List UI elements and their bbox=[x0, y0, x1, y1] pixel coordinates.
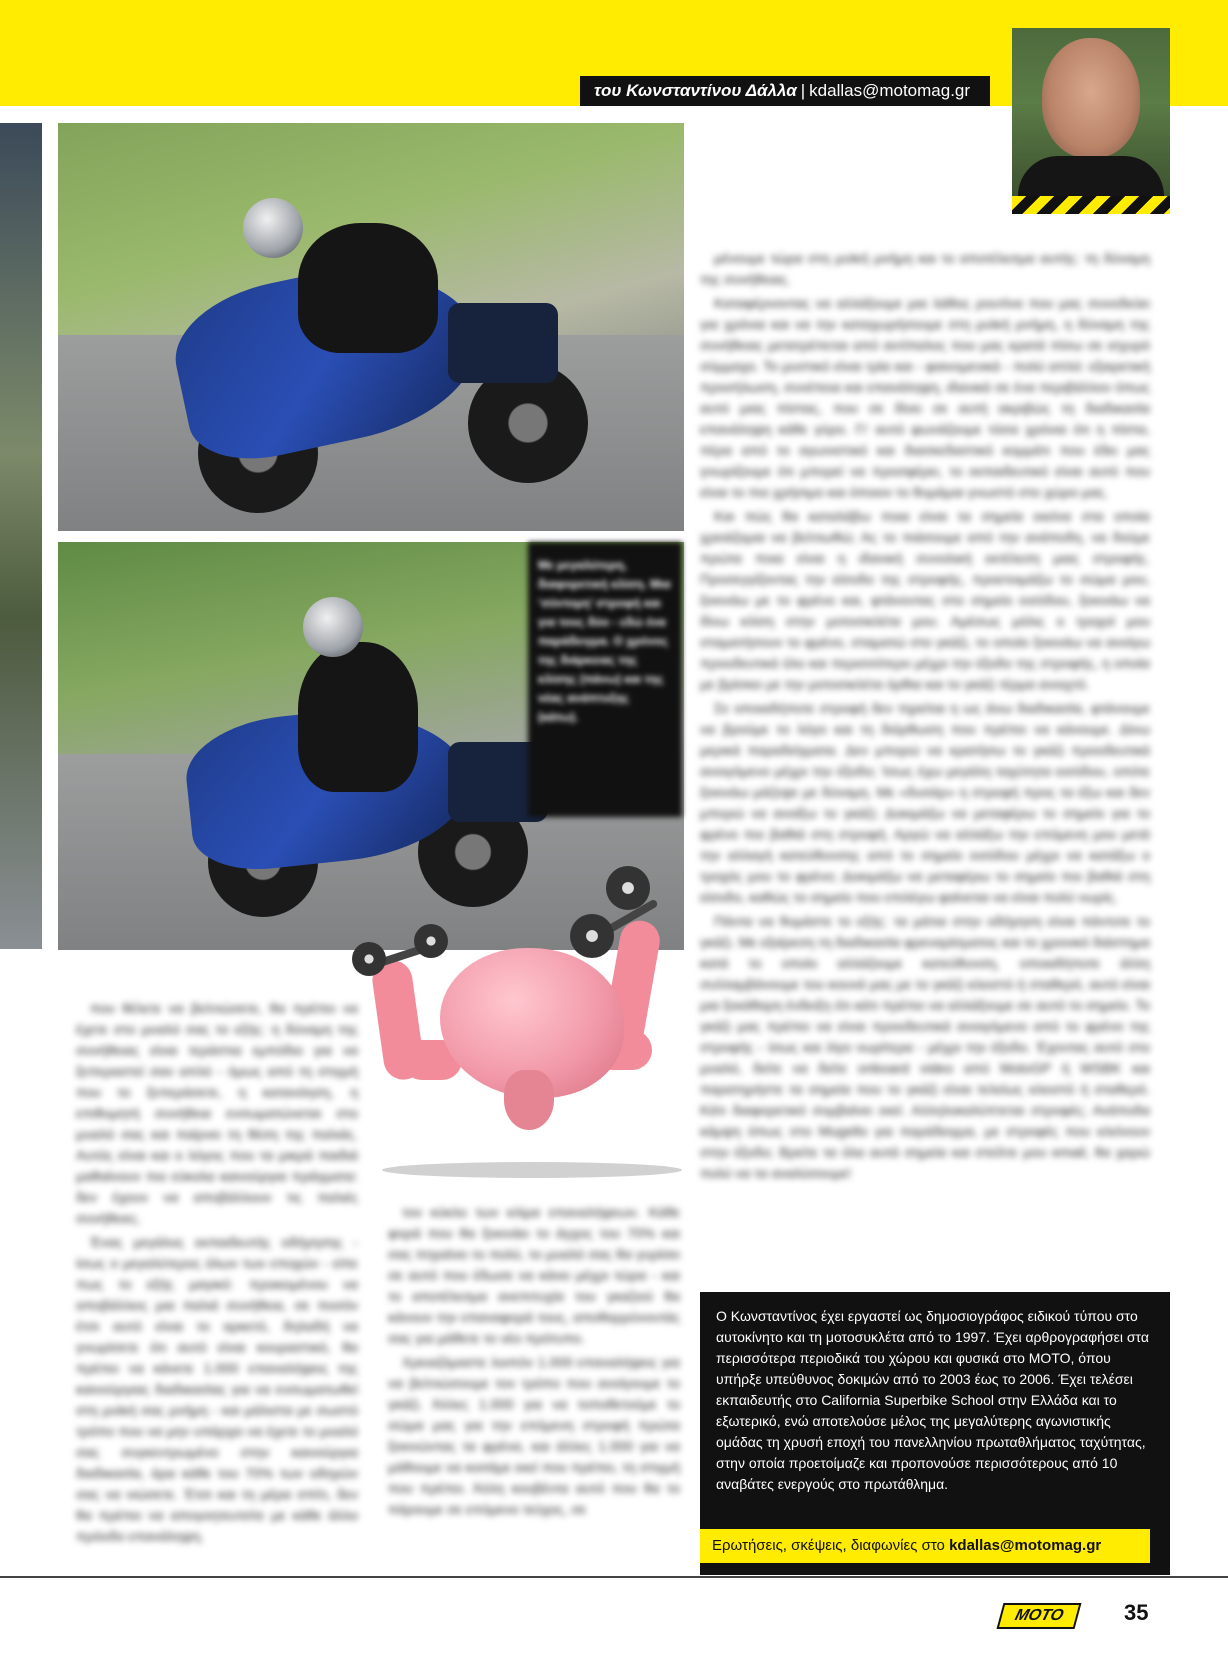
brain-stem bbox=[504, 1070, 554, 1130]
article-paragraph: Σε οποιαδήποτε στροφή δεν τηρείται η ως άνω διαδικασία, φτάνουμε να βρούμε το λόγο και τη διόρθωση που πρέπει να κάνουμε. Δίνω μερικά παραδείγματα. Δεν μπορώ να κρατήσω το γκάζι προοδευτικά ανοιγόμενο μέχρι την έξοδο; Ίσως έχω μεγάλη ταχύτητα εισόδου, οπότε ξεκινάω μάζεψε με δύναμη. Με «δυσάρ» η στροφή προς τα έξω και δεν μπορώ να ανοίξω το γκάζι; Δοκιμάζω να μεταφέρω το σημείο για το φρένο πιο βαθιά στη στροφή. Αργώ να αλλάξω την επόμενη μου μετά την αλλαγή κατεύθυνσης από το σημείο εισόδου μέχρι να κατάξω ο τροχός μου το φρένο; Δοκιμάζω να μεταφέρω το σημείο πιο βαθιά στη είσοδο, καθώς το σημείο που επιλέγω φαίνεται να είναι πολύ νωρίς. bbox=[700, 700, 1150, 905]
author-name: του Κωνσταντίνου Δάλλα bbox=[594, 81, 797, 100]
author-face bbox=[1042, 38, 1140, 158]
hazard-stripe bbox=[1012, 196, 1170, 214]
footer-rule bbox=[0, 1576, 1228, 1578]
left-photo-strip bbox=[0, 123, 42, 949]
article-paragraph: Καταφέρνοντας να αλλάξουμε μια λάθος ρουτίνα που μας συνοδεύει για χρόνια και να την καταχωρήσουμε στη μυϊκή μνήμη, η δύναμη της συνήθειας μετατρέπεται από αντίπαλος που μας κρατά πίσω σε ισχυρό σύμμαχο. Το μυστικό είναι τρία και - φαινομενικά - πολύ απλό: εξαιρετική προσήλωση, συνέπεια και επανάληψη, ιδανικά σε ένα περιβάλλον όπως αυτό μιας πίστας, που σε δίνει σε αυτή ακριβώς τη διαδικασία επανάληψη κάθε γύρο. Γι' αυτό φωνάζουμε τόσα χρόνια ότι η πίστα, πέρα από το αγωνιστικό και διασκεδαστικό κομμάτι που έδει μας γνωρίζουμε ότι μπορεί να προσφέρει, το εκπαιδευτικό είναι αυτό που είναι το πιο χρήσιμο και όποιον το θυμάμαι γνωστό στο χώρο μας. bbox=[700, 295, 1150, 500]
left-dumbbell-plate bbox=[414, 924, 448, 958]
article-paragraph: Πάντα να θυμάστε το εξής: τα μάτια στην οδήγηση είναι πάντοτε το γκάζι. Με εξαίρεση τη διαδικασία φρεναρίσματος και το χρονικό διάστημα κατά το οποίο αλλάζουμε κατεύθυνση, οποιαδήποτε άλλη συλλαμβάνουμε του κουνά μας με το γκάζι κλειστό ή σταθερό, αυτό είναι μια ξεκάθαρη ένδειξη ότι κάτι πρέπει να αλλάξουμε σε αυτό το σημείο. Το γκάζι μας πρέπει να είναι προοδευτικά ανοιγόμενο από το φρένο της στροφής - ίσως και λίγο νωρίτερα - μέχρι την έξοδο. Έχοντας αυτό στο μυαλό, δείτε να δείτε onboard video από MotoGP ή WSBK και παρατηρήστε τα σημεία που το γκάζι είναι τελείως κλειστό ή σταθερό. Κάτι διαφορετικό συμβαίνει εκεί. Αλληλοκαλύπτεται στροφές; Ανάποδα κάμψη όπως στο Mugello για παράδειγμα, με στροφές που κλείνουν στην έξοδο; Βρείτε τα όλα αυτά σημεία και στείλτε μου email, θα χαρώ πολύ να τα αναλύσουμε! bbox=[700, 913, 1150, 1181]
side-case bbox=[448, 303, 558, 383]
author-email[interactable]: kdallas@motomag.gr bbox=[809, 81, 971, 100]
rider bbox=[298, 642, 418, 792]
article-paragraph: Χρειαζόμαστε λοιπόν 1.000 επαναλήψεις για να βελτιώσουμε τον τρόπο που ανοίγουμε το γκάζι. Άλλες 1.000 για να τοποθετούμε το σώμα μας για την επόμενη στροφή πρώτα ξεκινώντας τα φρένα, και άλλες 1.000 για να μάθουμε να κοιτάμε εκεί που πρέπει, τη στιγμή που πρέπει. Άλλη κουβέντα αυτό που θα το πάρουμε σε επόμενο τεύχος, σε bbox=[388, 1354, 680, 1517]
page-number: 35 bbox=[1124, 1600, 1149, 1625]
brain-illustration bbox=[362, 880, 682, 1180]
right-dumbbell-plate bbox=[570, 914, 614, 958]
author-bio-text: Ο Κωνσταντίνος έχει εργαστεί ως δημοσιογράφος ειδικού τύπου στο αυτοκίνητο και τη μοτοσυκλέτα από το 1997. Έχει αρθρογραφήσει στα περισσότερα περιοδικά του χώρου και φυσικά στο ΜΟΤΟ, όπου υπήρξε υπεύθυνος δοκιμών από το 2003 έως το 2006. Έχει τελέσει εκπαιδευτής στο California Superbike School στην Ελλάδα και το εξωτερικό, ενώ αποτελούσε μέλος της μεγαλύτερης αγωνιστικής ομάδας τη χρυσή εποχή του πανελληνίου πρωταθλήματος ταχύτητας, στην οποία προετοίμαζε και προπονούσε περισσότερους από 10 αναβάτες ενεργούς στο πρωτάθλημα. bbox=[716, 1308, 1149, 1492]
article-paragraph: μένουμε τώρα στη μυϊκή μνήμη και το αποτέλεσμα αυτής: τη δύναμη της συνήθειας. bbox=[700, 250, 1150, 287]
rider bbox=[298, 223, 438, 353]
contact-email[interactable]: kdallas@motomag.gr bbox=[949, 1537, 1102, 1554]
brain-shadow bbox=[382, 1162, 682, 1178]
left-dumbbell-plate bbox=[352, 942, 386, 976]
article-column-3 bbox=[700, 248, 1150, 1268]
contact-label: Ερωτήσεις, σκέψεις, διαφωνίες στο bbox=[712, 1537, 945, 1554]
right-dumbbell-plate bbox=[606, 866, 650, 910]
article-column-2 bbox=[388, 1202, 680, 1558]
article-paragraph: Ένας μεγάλος εκπαιδευτής οδήγησης - ίσως ο μεγαλύτερος όλων των εποχών - είπε πως το εξής μαγικό: προκειμένου να αποβάλλεις μια παλιά συνήθεια, σε ποσόν έτσι αυτό είναι το αρκετό, δηλαδή να γνωρίσετε ότι αυτό είναι κουραστικό, θα πρέπει να κάνετε 1.000 επαναλήψεις της καινούργιας διαδικασίας για να ενσωματωθεί στη μυϊκή σας μνήμη - και μάλιστα με σωστό τρόπο που να μην υπάρχει να έχετε το μυαλό σας συγκεντρωμένο στην καινούργια διαδικασία, άρα κάθε του 70% των οδηγών σας να νιώσετε. Έτσι και τη μέρα σπίτι, δεν θα πρέπει να απογοητευτείτε με κάθε άλλο πρόοδο επανάληψη. bbox=[76, 1234, 358, 1544]
byline bbox=[580, 76, 990, 106]
motorcycle-photo-top bbox=[58, 123, 684, 531]
author-photo bbox=[1012, 28, 1170, 214]
photo-caption: Με μεγαλύτερη, διαφορετική κλίση. Μια ‘σύντομη’ στροφή και για τους δύο - εδώ ένα παράδειγμα. Ο χρόνος της διάρκειας της κλίσης (πάνω) και της νέας ανάπτυξης (κάτω). bbox=[528, 542, 682, 817]
motorcycle bbox=[128, 193, 598, 523]
article-paragraph: τον κύκλο των κλίμα επαναλήψεων. Κάθε φορά που θα ξεκινάει το άγχος του 70% και σας πηγαίνει το πολύ, το μυαλό σας θα γυρίσει σε αυτό που έδωσε να κάνει μέχρι τώρα - και το αποτέλεσμα ανεπιτυχία του γκαζιού θα κάνουν την επαναφορά τους, αποθαρρύνοντάς σας για μάθετε το νέο πρότυπο. bbox=[388, 1204, 680, 1346]
author-bio-box bbox=[700, 1292, 1170, 1575]
helmet bbox=[243, 198, 303, 258]
contact-line bbox=[700, 1529, 1150, 1563]
moto-logo: MOTO bbox=[997, 1603, 1082, 1629]
article-paragraph: που θέλετε να βελτιώσετε, θα πρέπει να έχετε στο μυαλό σας το εξής: η δύναμη της συνήθειας είναι τεράστια εμπόδιο για να ξεπεραστεί σαν απλό - όμως από τη στιγμή που το ξεπεράσετε, η κατανόηση, η επιθυμητή συνήθεια ενσωματώνεται στο μυαλό σας και παίρνει τη θέση της παλιάς. Αυτός είναι και ο λόγος που τα μικρά παιδιά μαθαίνουν πιο εύκολα καινούργια πράγματα: δεν έχουν να αποβάλλουν τις παλιές συνήθειες. bbox=[76, 1000, 358, 1226]
article-column-1 bbox=[76, 998, 358, 1558]
byline-separator: | bbox=[800, 81, 806, 100]
helmet bbox=[303, 597, 363, 657]
article-paragraph: Και πώς θα καταλάβω ποια είναι τα σημεία εκείνα στα οποία χρειάζομαι να βελτιωθώ; Ας το πιάσουμε από την ανάποδη, να δούμε πρώτα ποια είναι η ιδανική συνολική εκτέλεση μιας στροφής. Προσεγγίζοντας την είσοδο της στροφής, προετοιμάζω το σώμα μου, ξεκινάω με το φρένο και, φτάνοντας στο σημείο εισόδου, ξεκινάω να δίνω κλίση στην μοτοσικλέτα μου. Αμέσως μόλις ο τροχοί μου σταματήσουν το φρένο, σταματώ στο γκάζι, το οποίο ξεκινάω να ανοίγω προοδευτικά όλο και περισσότερο μέχρι την έξοδο της στροφής, η οποία με βρίσκει με την μοτοσικλέτα όρθια και το γκάζι τέρμα ανοιχτό. bbox=[700, 508, 1150, 692]
